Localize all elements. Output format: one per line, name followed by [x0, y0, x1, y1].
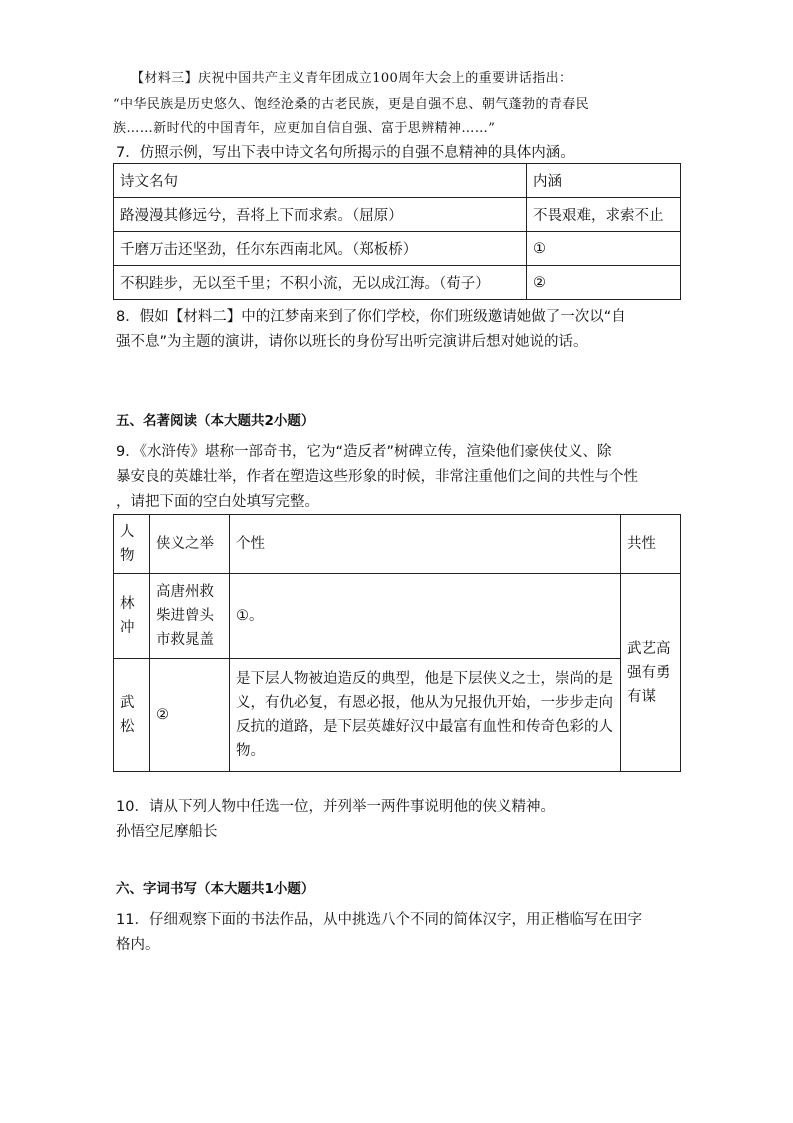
table-row	[114, 515, 681, 574]
q7-row1-poem: 路漫漫其修远兮，吾将上下而求索。（屈原）	[114, 198, 527, 232]
q9-wu-personality: 是下层人物被迫造反的典型，他是下层侠义之士，崇尚的是义，有仇必复，有恩必报，他从为兄报仇开始，一步步走向反抗的道路，是下层英雄好汉中最富有血性和传奇色彩的人物。	[230, 659, 621, 772]
q7-row1-meaning: 不畏艰难，求索不止	[527, 198, 681, 232]
q9-header-deeds: 侠义之举	[150, 515, 230, 574]
q7-row2-poem: 千磨万击还坚劲，任尔东西南北风。（郑板桥）	[114, 232, 527, 266]
q11-line2: 格内。	[116, 937, 160, 953]
q9-header-personality: 个性	[230, 515, 621, 574]
q7-row3-meaning: ②	[527, 266, 681, 300]
table-row	[114, 232, 681, 266]
table-row	[114, 198, 681, 232]
table-row	[114, 574, 681, 659]
q9-lin-name: 林冲	[114, 574, 150, 659]
q11-line1: 11．仔细观察下面的书法作品，从中挑选八个不同的简体汉字，用正楷临写在田字	[116, 912, 642, 928]
q7-question: 7．仿照示例，写出下表中诗文名句所揭示的自强不息精神的具体内涵。	[116, 145, 575, 161]
q9-wu-name: 武松	[114, 659, 150, 772]
q9-line2: 暴安良的英雄壮举，作者在塑造这些形象的时候，非常注重他们之间的共性与个性	[116, 469, 638, 485]
q9-wu-deeds: ②	[150, 659, 230, 772]
q7-row3-poem: 不积跬步，无以至千里；不积小流，无以成江海。（荀子）	[114, 266, 527, 300]
section5-title: 五、名著阅读（本大题共2小题）	[116, 413, 315, 429]
q7-header-poem: 诗文名句	[114, 164, 527, 198]
q9-common: 武艺高强有勇有谋	[621, 574, 681, 772]
section6-title: 六、字词书写（本大题共1小题）	[116, 881, 315, 897]
q8-line2: 强不息”为主题的演讲，请你以班长的身份写出听完演讲后想对她说的话。	[116, 334, 588, 350]
q7-header-meaning: 内涵	[527, 164, 681, 198]
table-row	[114, 266, 681, 300]
material3-line3: 族……新时代的中国青年，应更加自信自强、富于思辨精神……”	[113, 121, 496, 136]
q9-header-common: 共性	[621, 515, 681, 574]
q7-row2-meaning: ①	[527, 232, 681, 266]
q10-question: 10．请从下列人物中任选一位，并列举一两件事说明他的侠义精神。	[116, 799, 555, 815]
material3-line1: 【材料三】庆祝中国共产主义青年团成立100周年大会上的重要讲话指出：	[131, 71, 573, 86]
q9-line1: 9．《水浒传》堪称一部奇书，它为“造反者”树碑立传，渲染他们豪侠仗义、除	[116, 444, 612, 460]
material3-line2: “中华民族是历史悠久、饱经沧桑的古老民族，更是自强不息、朝气蓬勃的青春民	[113, 97, 590, 112]
table-row	[114, 659, 681, 772]
q10-options: 孙悟空尼摩船长	[116, 824, 218, 840]
q9-line3: ，请把下面的空白处填写完整。	[116, 494, 319, 510]
q7-table	[113, 163, 681, 300]
table-row	[114, 164, 681, 198]
q9-lin-personality: ①。	[230, 574, 621, 659]
q9-lin-deeds: 高唐州救柴进曾头市救晁盖	[150, 574, 230, 659]
q9-header-person: 人物	[114, 515, 150, 574]
q8-line1: 8．假如【材料二】中的江梦南来到了你们学校，你们班级邀请她做了一次以“自	[116, 309, 626, 325]
q9-table	[113, 514, 681, 772]
